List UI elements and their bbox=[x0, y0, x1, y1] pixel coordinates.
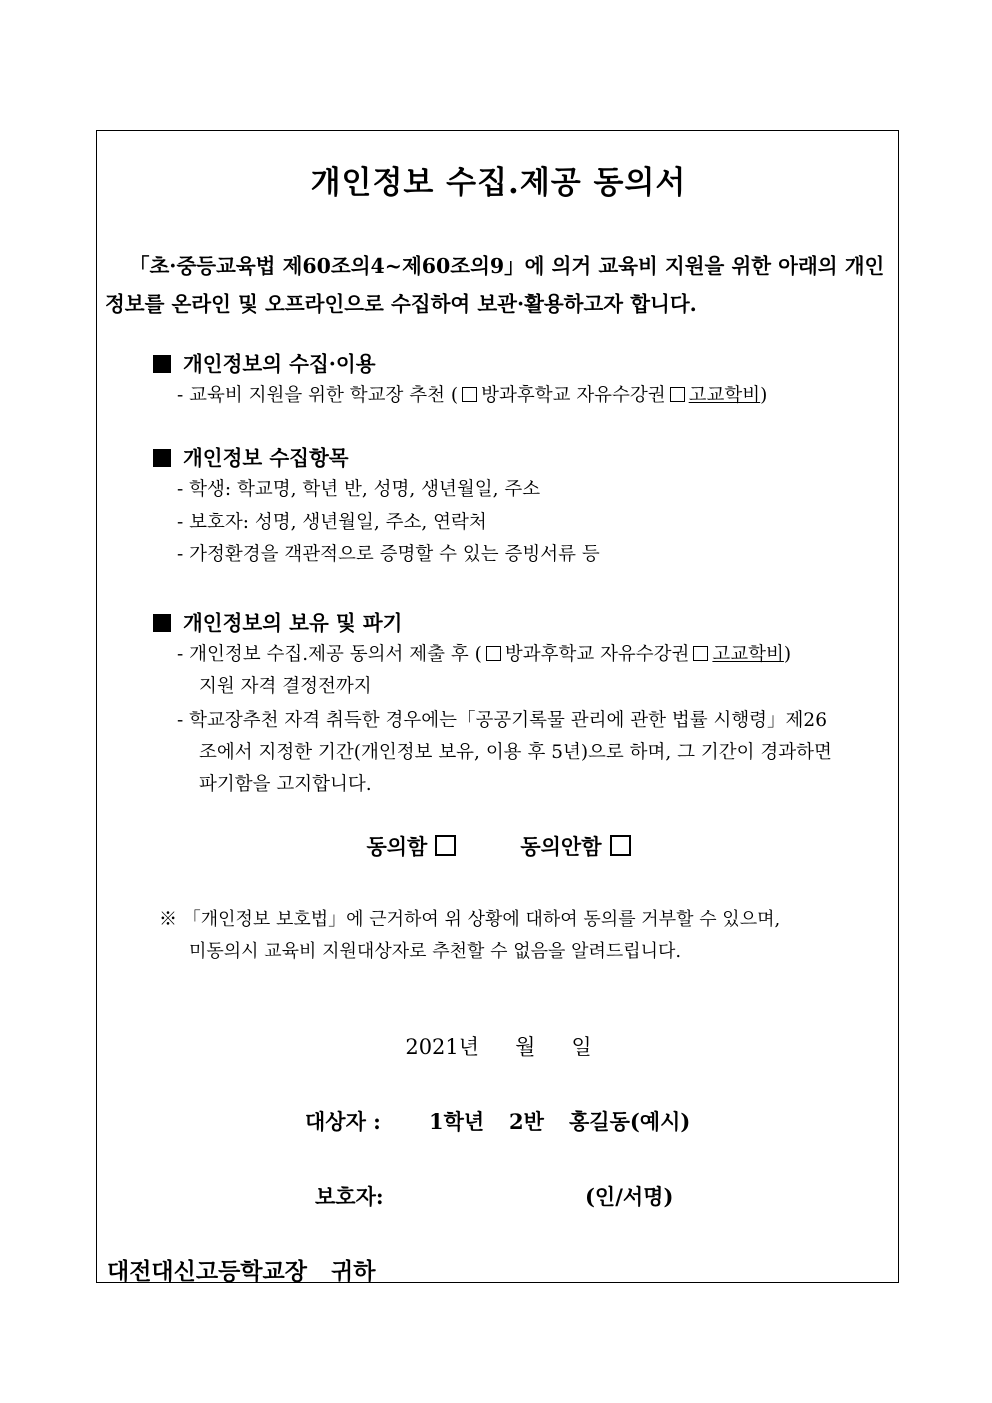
disagree-label: 동의안함 bbox=[520, 834, 602, 859]
consent-choices bbox=[97, 831, 900, 861]
guardian-label: 보호자: bbox=[315, 1184, 384, 1209]
list-item: - 학생: 학교명, 학년 반, 성명, 생년월일, 주소 bbox=[177, 479, 541, 500]
subject-grade: 1학년 bbox=[429, 1109, 485, 1134]
date-line bbox=[97, 1031, 900, 1061]
subject-label: 대상자 : bbox=[305, 1109, 381, 1134]
square-bullet-icon bbox=[153, 449, 171, 467]
checkbox-tuition[interactable] bbox=[693, 646, 708, 661]
date-day: 일 bbox=[571, 1035, 592, 1059]
section-heading-retention-destruction: 개인정보의 보유 및 파기 bbox=[153, 606, 402, 636]
notice-line-1: ※ 「개인정보 보호법」에 근거하여 위 상황에 대하여 동의를 거부할 수 있으며, bbox=[159, 909, 781, 930]
square-bullet-icon bbox=[153, 355, 171, 373]
section3-item-2-line-2: 조에서 지정한 기간(개인정보 보유, 이용 후 5년)으로 하며, 그 기간이 경과하면 bbox=[199, 742, 832, 763]
section-heading-collection-use: 개인정보의 수집·이용 bbox=[153, 347, 376, 377]
section-heading-collected-items: 개인정보 수집항목 bbox=[153, 441, 349, 471]
checkbox-afterschool[interactable] bbox=[462, 387, 477, 402]
guardian-seal: (인/서명) bbox=[585, 1184, 674, 1209]
notice-line-2: 미동의시 교육비 지원대상자로 추천할 수 없음을 알려드립니다. bbox=[189, 941, 682, 962]
agree-label: 동의함 bbox=[366, 834, 428, 859]
checkbox-afterschool[interactable] bbox=[486, 646, 501, 661]
date-month: 월 bbox=[515, 1035, 536, 1059]
checkbox-tuition[interactable] bbox=[670, 387, 685, 402]
addressee: 대전대신고등학교장 귀하 bbox=[107, 1258, 376, 1285]
list-item: - 보호자: 성명, 생년월일, 주소, 연락처 bbox=[177, 512, 487, 533]
disagree-checkbox[interactable] bbox=[610, 835, 631, 856]
list-item: - 가정환경을 객관적으로 증명할 수 있는 증빙서류 등 bbox=[177, 544, 600, 565]
date-year: 2021년 bbox=[405, 1035, 480, 1059]
section3-item-1-continued: 지원 자격 결정전까지 bbox=[199, 676, 372, 697]
intro-line-1: 「초·중등교육법 제60조의4~제60조의9」에 의거 교육비 지원을 위한 아래의 개인 bbox=[129, 254, 885, 278]
intro-line-2: 정보를 온라인 및 오프라인으로 수집하여 보관·활용하고자 합니다. bbox=[105, 292, 697, 316]
section1-item: - 교육비 지원을 위한 학교장 추천 ( 방과후학교 자유수강권 고교학비) bbox=[177, 385, 768, 406]
subject-name: 홍길동(예시) bbox=[569, 1109, 691, 1134]
document-title: 개인정보 수집.제공 동의서 bbox=[310, 165, 687, 201]
subject-class: 2반 bbox=[509, 1109, 544, 1134]
section3-item-2-line-3: 파기함을 고지합니다. bbox=[199, 774, 372, 795]
square-bullet-icon bbox=[153, 614, 171, 632]
agree-checkbox[interactable] bbox=[435, 835, 456, 856]
section3-item-2-line-1: - 학교장추천 자격 취득한 경우에는「공공기록물 관리에 관한 법률 시행령」제26 bbox=[177, 710, 827, 731]
consent-form-frame bbox=[96, 130, 899, 1283]
section3-item-1: - 개인정보 수집.제공 동의서 제출 후 ( 방과후학교 자유수강권 고교학비) bbox=[177, 644, 792, 665]
